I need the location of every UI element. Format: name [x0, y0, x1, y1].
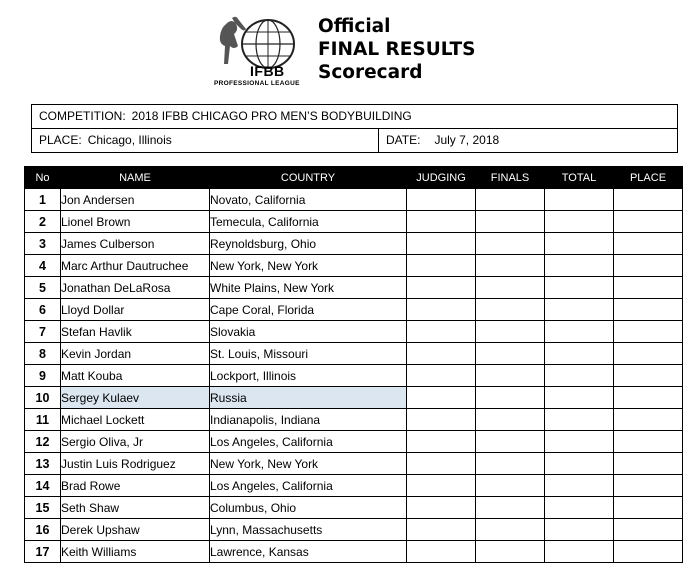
competitor-number: 8: [25, 343, 61, 365]
competitor-number: 6: [25, 299, 61, 321]
finals-score-cell: [476, 453, 545, 475]
place-cell: [614, 211, 683, 233]
table-row: [25, 453, 683, 475]
judging-score-cell: [407, 409, 476, 431]
judging-score-cell: [407, 255, 476, 277]
ifbb-logo: [208, 14, 314, 94]
judging-score-cell: [407, 211, 476, 233]
finals-score-cell: [476, 321, 545, 343]
place-value: Chicago, Illinois: [87, 133, 172, 147]
logo-brand-text: IFBB: [250, 63, 285, 79]
total-score-cell: [545, 211, 614, 233]
competitor-number: 7: [25, 321, 61, 343]
competitor-name: Stefan Havlik: [61, 321, 210, 343]
place-cell: [614, 343, 683, 365]
competitor-number: 11: [25, 409, 61, 431]
place-cell: [614, 475, 683, 497]
competitor-name: Keith Williams: [61, 541, 210, 563]
competitor-number: 9: [25, 365, 61, 387]
competitor-country: Los Angeles, California: [210, 431, 407, 453]
table-row: [25, 431, 683, 453]
finals-score-cell: [476, 211, 545, 233]
date-label: DATE:: [386, 133, 421, 147]
column-header-name: NAME: [61, 167, 210, 189]
competitor-number: 15: [25, 497, 61, 519]
total-score-cell: [545, 299, 614, 321]
total-score-cell: [545, 255, 614, 277]
table-row: [25, 299, 683, 321]
judging-score-cell: [407, 541, 476, 563]
judging-score-cell: [407, 277, 476, 299]
judging-score-cell: [407, 431, 476, 453]
competitor-name: Lloyd Dollar: [61, 299, 210, 321]
competitor-name: Marc Arthur Dautruchee: [61, 255, 210, 277]
competition-label: COMPETITION:: [39, 109, 126, 123]
title-line-official: Official: [318, 16, 391, 37]
competitor-name: Justin Luis Rodriguez: [61, 453, 210, 475]
competitor-country: Lockport, Illinois: [210, 365, 407, 387]
column-header-judging: JUDGING: [407, 167, 476, 189]
total-score-cell: [545, 497, 614, 519]
table-row: [25, 365, 683, 387]
place-cell: [614, 541, 683, 563]
logo-subtitle: PROFESSIONAL LEAGUE: [214, 80, 300, 87]
judging-score-cell: [407, 189, 476, 211]
finals-score-cell: [476, 299, 545, 321]
competitor-number: 13: [25, 453, 61, 475]
table-row: [25, 497, 683, 519]
competitor-number: 17: [25, 541, 61, 563]
document-title: [318, 15, 475, 84]
place-cell: [614, 453, 683, 475]
judging-score-cell: [407, 365, 476, 387]
judging-score-cell: [407, 343, 476, 365]
place-cell: [614, 431, 683, 453]
competitor-name: James Culberson: [61, 233, 210, 255]
total-score-cell: [545, 233, 614, 255]
total-score-cell: [545, 189, 614, 211]
finals-score-cell: [476, 233, 545, 255]
judging-score-cell: [407, 453, 476, 475]
judging-score-cell: [407, 519, 476, 541]
competitor-country: Lawrence, Kansas: [210, 541, 407, 563]
judging-score-cell: [407, 475, 476, 497]
competitor-name: Brad Rowe: [61, 475, 210, 497]
title-line-scorecard: Scorecard: [318, 62, 423, 83]
finals-score-cell: [476, 277, 545, 299]
place-cell: [614, 299, 683, 321]
place-cell: [614, 255, 683, 277]
competitor-country: St. Louis, Missouri: [210, 343, 407, 365]
table-row: [25, 519, 683, 541]
table-row: [25, 277, 683, 299]
table-row: [25, 189, 683, 211]
competitor-country: Columbus, Ohio: [210, 497, 407, 519]
place-label: PLACE:: [39, 133, 82, 147]
competitor-number: 16: [25, 519, 61, 541]
competitor-country: Indianapolis, Indiana: [210, 409, 407, 431]
total-score-cell: [545, 387, 614, 409]
total-score-cell: [545, 541, 614, 563]
competitor-number: 4: [25, 255, 61, 277]
judging-score-cell: [407, 233, 476, 255]
competitor-country: New York, New York: [210, 453, 407, 475]
competitor-country: Novato, California: [210, 189, 407, 211]
finals-score-cell: [476, 255, 545, 277]
competitor-name: Lionel Brown: [61, 211, 210, 233]
competitor-country: Russia: [210, 387, 407, 409]
competitor-country: Temecula, California: [210, 211, 407, 233]
finals-score-cell: [476, 409, 545, 431]
finals-score-cell: [476, 541, 545, 563]
judging-score-cell: [407, 497, 476, 519]
table-row: [25, 387, 683, 409]
judging-score-cell: [407, 321, 476, 343]
finals-score-cell: [476, 365, 545, 387]
table-row: [25, 343, 683, 365]
competitor-name: Sergio Oliva, Jr: [61, 431, 210, 453]
competitor-name: Michael Lockett: [61, 409, 210, 431]
place-cell: [614, 519, 683, 541]
table-row: [25, 211, 683, 233]
competitor-country: Reynoldsburg, Ohio: [210, 233, 407, 255]
competitor-name: Kevin Jordan: [61, 343, 210, 365]
total-score-cell: [545, 409, 614, 431]
place-date-row: [32, 128, 677, 152]
place-cell: [614, 497, 683, 519]
competitor-number: 3: [25, 233, 61, 255]
place-cell: [614, 233, 683, 255]
column-header-country: COUNTRY: [210, 167, 407, 189]
competitor-country: Slovakia: [210, 321, 407, 343]
table-row: [25, 475, 683, 497]
place-cell: [614, 387, 683, 409]
competitor-number: 5: [25, 277, 61, 299]
judging-score-cell: [407, 387, 476, 409]
total-score-cell: [545, 343, 614, 365]
competitor-country: Cape Coral, Florida: [210, 299, 407, 321]
competitor-number: 2: [25, 211, 61, 233]
finals-score-cell: [476, 189, 545, 211]
competitor-number: 10: [25, 387, 61, 409]
scorecard-header: [0, 0, 700, 100]
competitor-number: 14: [25, 475, 61, 497]
finals-score-cell: [476, 475, 545, 497]
finals-score-cell: [476, 387, 545, 409]
finals-score-cell: [476, 431, 545, 453]
finals-score-cell: [476, 519, 545, 541]
total-score-cell: [545, 277, 614, 299]
table-header-row: [25, 167, 683, 189]
place-cell: [614, 277, 683, 299]
date-value: July 7, 2018: [434, 133, 500, 147]
total-score-cell: [545, 321, 614, 343]
column-header-finals: FINALS: [476, 167, 545, 189]
table-row: [25, 541, 683, 563]
total-score-cell: [545, 431, 614, 453]
finals-score-cell: [476, 497, 545, 519]
competitor-name: Sergey Kulaev: [61, 387, 210, 409]
results-table: [24, 166, 683, 563]
competition-info-box: [31, 104, 678, 153]
place-cell: [614, 189, 683, 211]
table-row: [25, 233, 683, 255]
competitor-number: 12: [25, 431, 61, 453]
competitor-name: Seth Shaw: [61, 497, 210, 519]
column-header-no: No: [25, 167, 61, 189]
competitor-country: Los Angeles, California: [210, 475, 407, 497]
column-header-place: PLACE: [614, 167, 683, 189]
total-score-cell: [545, 453, 614, 475]
competitor-name: Jonathan DeLaRosa: [61, 277, 210, 299]
place-cell: [614, 365, 683, 387]
competitor-country: Lynn, Massachusetts: [210, 519, 407, 541]
total-score-cell: [545, 475, 614, 497]
finals-score-cell: [476, 343, 545, 365]
competition-row: [32, 105, 677, 128]
column-header-total: TOTAL: [545, 167, 614, 189]
competitor-name: Jon Andersen: [61, 189, 210, 211]
total-score-cell: [545, 365, 614, 387]
table-row: [25, 255, 683, 277]
place-cell: [614, 321, 683, 343]
competitor-country: White Plains, New York: [210, 277, 407, 299]
place-cell: [614, 409, 683, 431]
title-line-final-results: FINAL RESULTS: [318, 39, 476, 60]
judging-score-cell: [407, 299, 476, 321]
table-row: [25, 321, 683, 343]
competitor-country: New York, New York: [210, 255, 407, 277]
competitor-name: Derek Upshaw: [61, 519, 210, 541]
competition-value: 2018 IFBB CHICAGO PRO MEN’S BODYBUILDING: [131, 109, 412, 123]
competitor-number: 1: [25, 189, 61, 211]
competitor-name: Matt Kouba: [61, 365, 210, 387]
total-score-cell: [545, 519, 614, 541]
table-row: [25, 409, 683, 431]
